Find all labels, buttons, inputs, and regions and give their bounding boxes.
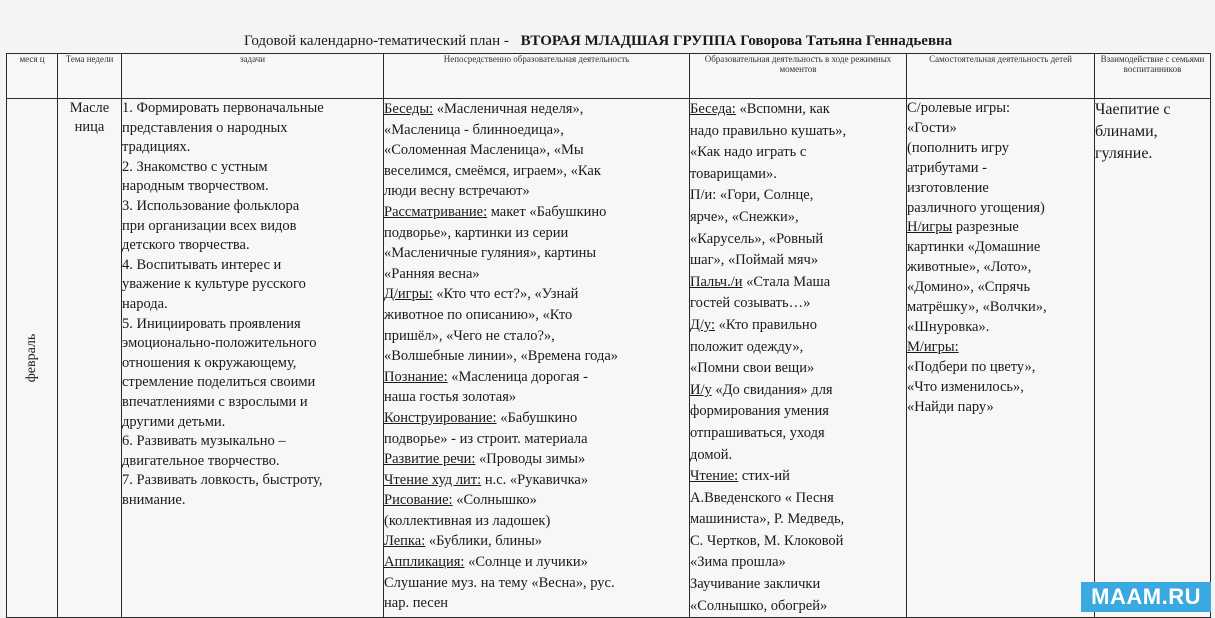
line-text: различного угощения) <box>907 199 1045 216</box>
line-text: «До свидания» для <box>711 381 833 398</box>
header-month: меся ц <box>7 54 58 99</box>
line-text: «Подбери по цвету», <box>907 358 1036 375</box>
line-text: н.с. «Рукавичка» <box>481 471 589 488</box>
section-label: И/у <box>690 381 712 398</box>
line-text: «Кто что ест?», «Узнай <box>432 286 579 303</box>
cell-independent <box>907 99 1095 618</box>
line-text: ярче», «Снежки», <box>690 208 799 225</box>
regime-line <box>690 466 906 488</box>
activity-line <box>384 202 689 223</box>
regime-line <box>690 207 906 229</box>
activity-line <box>384 490 689 511</box>
table-row <box>7 99 1211 618</box>
activity-line <box>384 470 689 491</box>
line-text: «Масленичные гуляния», картины <box>384 245 597 262</box>
line-text: «Помни свои вещи» <box>690 360 815 377</box>
independent-line <box>907 139 1094 159</box>
regime-line <box>690 509 906 531</box>
task-line: народа. <box>122 295 168 312</box>
line-text: картинки «Домашние <box>907 239 1041 256</box>
line-text: П/и: «Гори, Солнце, <box>690 187 814 204</box>
regime-line <box>690 488 906 510</box>
task-line: 2. Знакомство с устным <box>122 158 268 175</box>
regime-line <box>690 315 906 337</box>
plan-table <box>6 53 1211 618</box>
section-label: Беседа: <box>690 101 736 117</box>
header-regime: Образовательная деятельность в ходе режимных моментов <box>690 54 907 99</box>
independent-line <box>907 99 1094 119</box>
document-title <box>244 33 952 50</box>
cell-family <box>1095 99 1211 618</box>
line-text: «Ранняя весна» <box>384 265 480 282</box>
line-text: товарищами». <box>690 165 777 182</box>
regime-line <box>690 574 906 596</box>
line-text: атрибутами - <box>907 159 987 176</box>
line-text: «Гости» <box>907 119 957 136</box>
line-text: макет «Бабушкино <box>487 203 607 220</box>
month-label: февраль <box>24 333 39 383</box>
regime-line <box>690 423 906 445</box>
section-label: Чтение худ лит: <box>384 471 482 488</box>
line-text: нар. песен <box>384 595 449 612</box>
header-nod: Непосредственно образовательная деятельность <box>384 54 690 99</box>
line-text: «Вспомни, как <box>735 101 830 117</box>
activity-line <box>384 593 689 614</box>
family-line: блинами, <box>1095 123 1158 140</box>
theme-line: Масле <box>69 100 110 116</box>
line-text: «Проводы зимы» <box>475 451 586 468</box>
family-line: Чаепитие с <box>1095 101 1171 118</box>
section-label: Конструирование: <box>384 409 497 426</box>
independent-line <box>907 358 1094 378</box>
line-text: наша гостья золотая» <box>384 389 517 406</box>
independent-line <box>907 179 1094 199</box>
task-line: 6. Развивать музыкально – <box>122 433 286 450</box>
section-label: Беседы: <box>384 101 434 117</box>
line-text: шаг», «Поймай мяч» <box>690 252 819 269</box>
task-line: эмоционально-положительного <box>122 335 317 352</box>
section-label: Познание: <box>384 368 448 385</box>
task-line: 3. Использование фольклора <box>122 197 300 214</box>
regime-line <box>690 185 906 207</box>
section-label: Лепка: <box>384 533 426 550</box>
regime-line <box>690 250 906 272</box>
line-text: гостей созывать…» <box>690 295 811 312</box>
task-line: детского творчества. <box>122 237 250 254</box>
line-text: стих-ий <box>738 468 790 485</box>
regime-line <box>690 229 906 251</box>
section-label: Д/игры: <box>384 286 433 303</box>
section-label: Аппликация: <box>384 554 465 571</box>
regime-line <box>690 531 906 553</box>
line-text: домой. <box>690 446 733 463</box>
section-label: М/игры: <box>907 338 959 355</box>
activity-line <box>384 429 689 450</box>
section-label: Развитие речи: <box>384 451 476 468</box>
line-text: Слушание муз. на тему «Весна», рус. <box>384 574 615 591</box>
line-text: формирования умения <box>690 403 829 420</box>
independent-line <box>907 398 1094 418</box>
header-tasks: задачи <box>122 54 384 99</box>
activity-line <box>384 449 689 470</box>
activity-line <box>384 140 689 161</box>
line-text: С. Чертков, М. Клоковой <box>690 532 844 549</box>
activity-line <box>384 264 689 285</box>
line-text: подворье», картинки из серии <box>384 224 569 241</box>
line-text: «Бублики, блины» <box>425 533 542 550</box>
task-line: впечатлениями с взрослыми и <box>122 393 308 410</box>
line-text: отпрашиваться, уходя <box>690 424 825 441</box>
independent-line <box>907 318 1094 338</box>
independent-line <box>907 218 1094 238</box>
line-text: животные», «Лото», <box>907 259 1032 276</box>
line-text: С/ролевые игры: <box>907 100 1011 116</box>
regime-line <box>690 445 906 467</box>
cell-theme <box>58 99 122 618</box>
task-line: 1. Формировать первоначальные <box>122 100 324 116</box>
independent-line <box>907 258 1094 278</box>
task-line: народным творчеством. <box>122 178 269 195</box>
line-text: Заучивание заклички <box>690 576 821 593</box>
regime-line <box>690 337 906 359</box>
task-line: 7. Развивать ловкость, быстроту, <box>122 472 323 489</box>
cell-nod <box>384 99 690 618</box>
regime-line <box>690 293 906 315</box>
line-text: «Волшебные линии», «Времена года» <box>384 348 619 365</box>
header-independent: Самостоятельная деятельность детей <box>907 54 1095 99</box>
cell-tasks <box>122 99 384 618</box>
activity-line <box>384 346 689 367</box>
line-text: «Кто правильно <box>715 316 817 333</box>
line-text: надо правильно кушать», <box>690 122 847 139</box>
line-text: «Найди пару» <box>907 398 994 415</box>
regime-line <box>690 99 906 121</box>
task-line: стремление поделиться своими <box>122 374 316 391</box>
line-text: «Масленичная неделя», <box>433 101 584 117</box>
line-text: подворье» - из строит. материала <box>384 430 588 447</box>
line-text: люди весну встречают» <box>384 183 530 200</box>
header-family: Взаимодействие с семьями воспитанников <box>1095 54 1211 99</box>
task-line: представления о народных <box>122 119 288 136</box>
activity-line <box>384 387 689 408</box>
line-text: животное по описанию», «Кто <box>384 306 573 323</box>
section-label: Чтение: <box>690 468 739 485</box>
activity-line <box>384 223 689 244</box>
watermark-logo: MAAM.RU <box>1081 582 1211 612</box>
activity-line <box>384 305 689 326</box>
line-text: «Что изменилось», <box>907 378 1024 395</box>
header-row <box>7 54 1211 99</box>
line-text: «Стала Маша <box>742 273 831 290</box>
title-group: ВТОРАЯ МЛАДШАЯ ГРУППА Говорова Татьяна Геннадьевна <box>520 33 953 49</box>
line-text: «Зима прошла» <box>690 554 786 571</box>
section-label: Д/у: <box>690 316 716 333</box>
section-label: Рассматривание: <box>384 203 488 220</box>
line-text: разрезные <box>952 219 1019 236</box>
activity-line <box>384 99 689 120</box>
regime-line <box>690 552 906 574</box>
task-line: другими детьми. <box>122 413 226 430</box>
line-text: «Соломенная Масленица», «Мы <box>384 142 584 159</box>
task-line: отношения к окружающему, <box>122 354 297 371</box>
line-text: «Как надо играть с <box>690 144 807 161</box>
line-text: «Бабушкино <box>496 409 578 426</box>
line-text: «Домино», «Спрячь <box>907 279 1031 296</box>
regime-line <box>690 380 906 402</box>
section-label: Н/игры <box>907 219 953 236</box>
section-label: Пальч./и <box>690 273 743 290</box>
regime-line <box>690 142 906 164</box>
line-text: «Карусель», «Ровный <box>690 230 824 247</box>
line-text: положит одежду», <box>690 338 804 355</box>
line-text: «Солнышко» <box>452 492 537 509</box>
line-text: машиниста», Р. Медведь, <box>690 511 845 528</box>
line-text: «Масленица дорогая - <box>447 368 588 385</box>
independent-line <box>907 119 1094 139</box>
task-line: традициях. <box>122 139 191 156</box>
activity-line <box>384 284 689 305</box>
line-text: пришёл», «Чего не стало?», <box>384 327 555 344</box>
independent-line <box>907 199 1094 219</box>
line-text: «Масленица - блинноедица», <box>384 121 564 138</box>
line-text: веселимся, смеёмся, играем», «Как <box>384 162 601 179</box>
independent-line <box>907 159 1094 179</box>
activity-line <box>384 552 689 573</box>
line-text: изготовление <box>907 179 989 196</box>
activity-line <box>384 326 689 347</box>
line-text: А.Введенского « Песня <box>690 489 834 506</box>
regime-line <box>690 164 906 186</box>
regime-line <box>690 596 906 618</box>
independent-line <box>907 298 1094 318</box>
line-text: (пополнить игру <box>907 139 1010 156</box>
task-line: внимание. <box>122 491 186 508</box>
activity-line <box>384 367 689 388</box>
line-text: матрёшку», «Волчки», <box>907 299 1047 316</box>
cell-regime <box>690 99 907 618</box>
task-line: 4. Воспитывать интерес и <box>122 256 282 273</box>
task-line: уважение к культуре русского <box>122 276 306 293</box>
regime-line <box>690 401 906 423</box>
line-text: «Солнышко, обогрей» <box>690 597 828 614</box>
activity-line <box>384 408 689 429</box>
task-line: 5. Инициировать проявления <box>122 315 301 332</box>
independent-line <box>907 338 1094 358</box>
header-theme: Тема недели <box>58 54 122 99</box>
title-prefix: Годовой календарно-тематический план - <box>244 33 509 49</box>
family-line: гуляние. <box>1095 145 1153 162</box>
cell-month <box>7 99 58 618</box>
task-line: двигательное творчество. <box>122 452 280 469</box>
activity-line <box>384 243 689 264</box>
section-label: Рисование: <box>384 492 453 509</box>
task-line: при организации всех видов <box>122 217 297 234</box>
regime-line <box>690 121 906 143</box>
activity-line <box>384 161 689 182</box>
activity-line <box>384 181 689 202</box>
independent-line <box>907 238 1094 258</box>
theme-line: ница <box>74 119 105 135</box>
independent-line <box>907 378 1094 398</box>
activity-line <box>384 573 689 594</box>
line-text: (коллективная из ладошек) <box>384 512 551 529</box>
line-text: «Шнуровка». <box>907 318 990 335</box>
independent-line <box>907 278 1094 298</box>
line-text: «Солнце и лучики» <box>464 554 588 571</box>
regime-line <box>690 358 906 380</box>
activity-line <box>384 120 689 141</box>
activity-line <box>384 511 689 532</box>
activity-line <box>384 531 689 552</box>
regime-line <box>690 272 906 294</box>
